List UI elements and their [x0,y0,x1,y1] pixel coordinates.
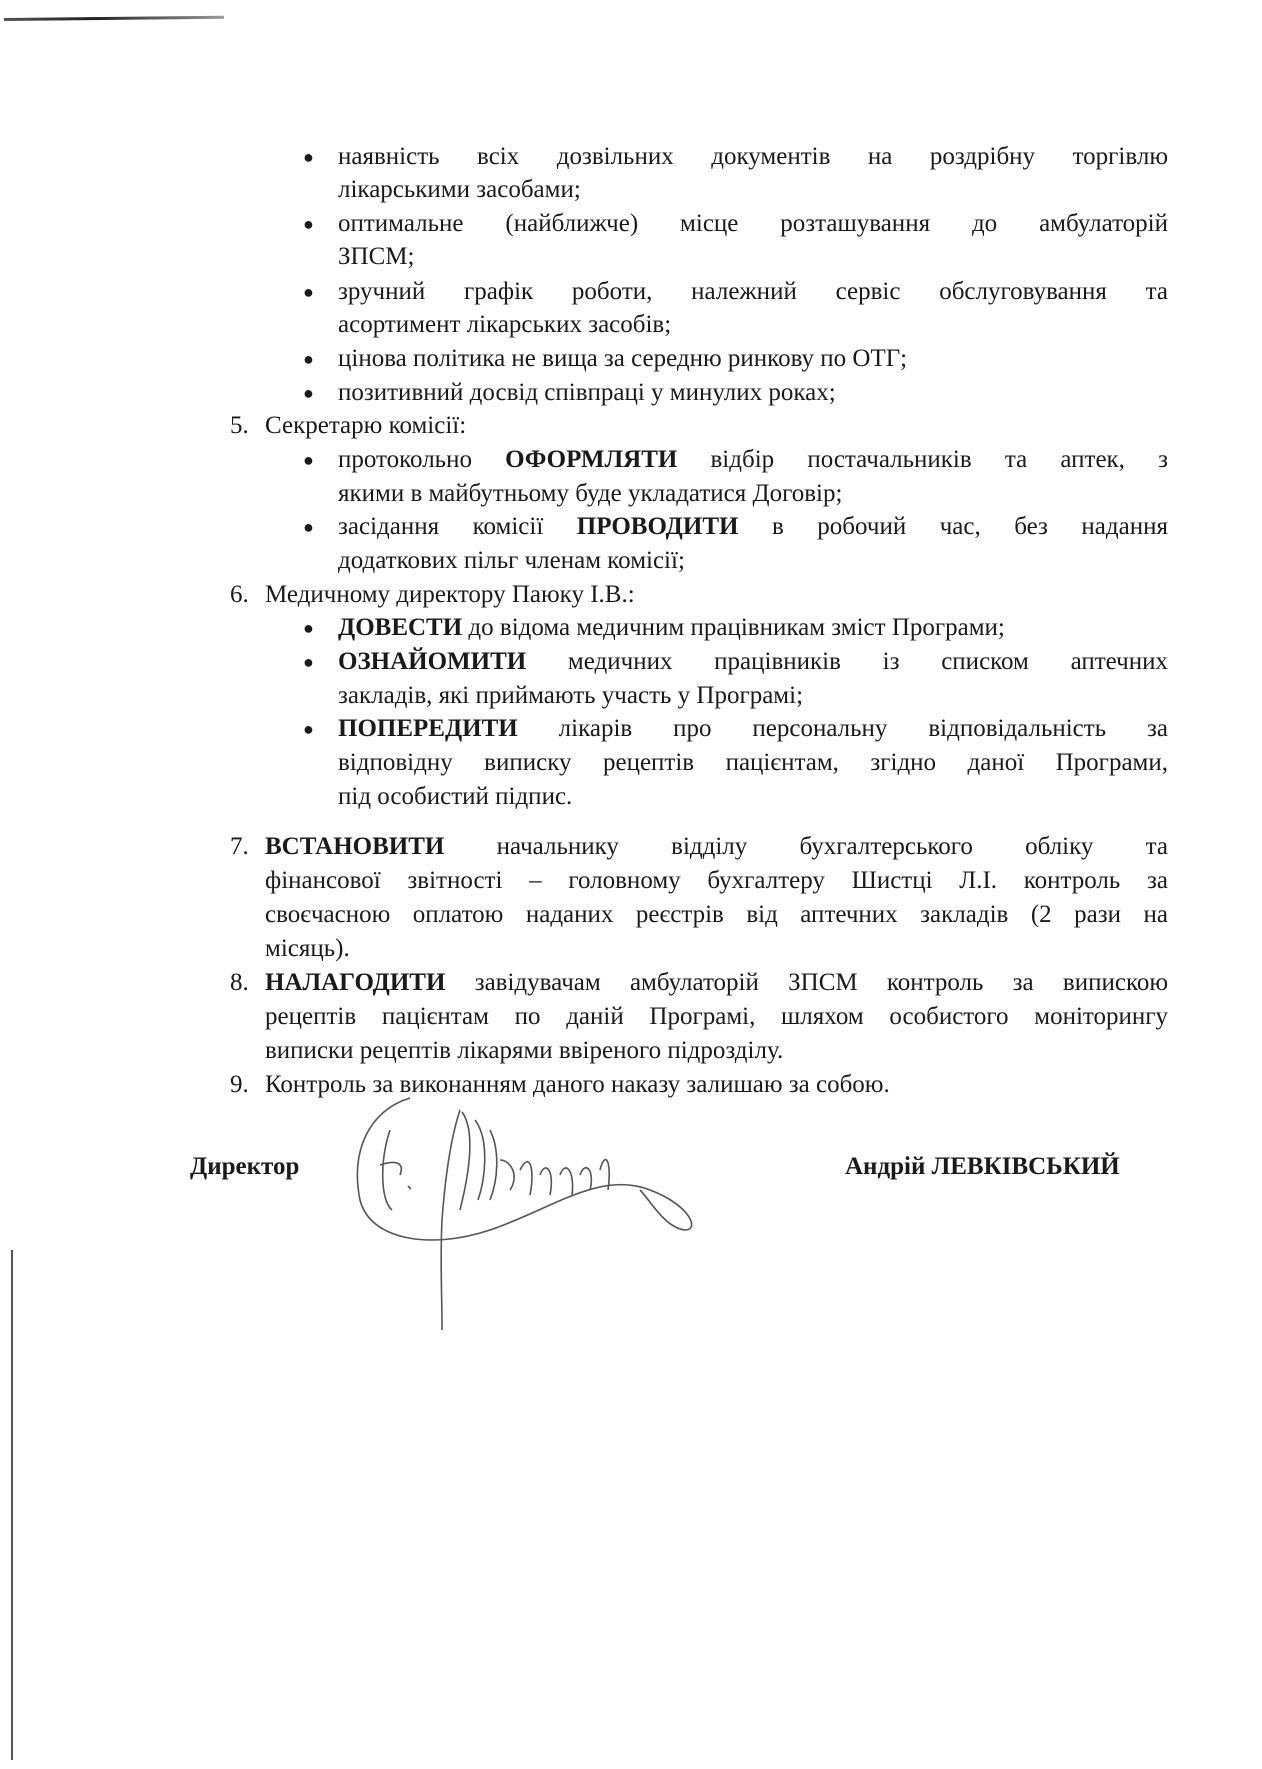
list-item-line: додаткових пільг членам комісії; [338,547,685,574]
list-item-line: під особистий підпис. [338,783,573,810]
list-item-line: цінова політика не вища за середню ринкову по ОТГ; [338,345,908,372]
bullet-icon: ● [303,147,314,167]
item-text: місяць). [265,935,350,962]
list-item-line: закладів, які приймають участь у Програмі; [338,682,804,709]
item-text: Контроль за виконанням даного наказу залишаю за собою. [265,1071,890,1098]
list-item-line: наявність всіх дозвільних документів на роздрібну торгівлю [338,143,1168,170]
list-item-line: зручний графік роботи, належний сервіс обслуговування та [338,278,1168,305]
bullet-icon: ● [303,383,314,403]
item-number: 7. [230,833,249,860]
list-item-line: якими в майбутньому буде укладатися Договір; [338,480,843,507]
signatory-name: Андрій ЛЕВКІВСЬКИЙ [845,1153,1120,1180]
item-text: Медичному директору Паюку І.В.: [265,581,635,608]
bullet-icon: ● [303,517,314,537]
list-item-line: ОЗНАЙОМИТИ медичних працівників із списком аптечних [338,648,1168,675]
bullet-icon: ● [303,652,314,672]
list-item-line: оптимальне (найближче) місце розташування до амбулаторій [338,210,1168,237]
list-item-line: лікарськими засобами; [338,176,581,203]
item-text: Секретарю комісії: [265,412,467,439]
list-item-line: ДОВЕСТИ до відома медичним працівникам зміст Програми; [338,614,1005,641]
bullet-icon: ● [303,618,314,638]
item-number: 8. [230,969,249,996]
item-number: 6. [230,581,249,608]
list-item-line: ЗПСМ; [338,243,415,270]
list-item-line: засідання комісії ПРОВОДИТИ в робочий час, без надання [338,513,1168,540]
item-text: рецептів пацієнтам по даній Програмі, шляхом особистого моніторингу [265,1003,1168,1030]
item-number: 9. [230,1071,249,1098]
list-item-line: протокольно ОФОРМЛЯТИ відбір постачальників та аптек, з [338,446,1168,473]
signatory-position: Директор [190,1153,300,1180]
item-text: своєчасною оплатою наданих реєстрів від аптечних закладів (2 рази на [265,901,1168,928]
list-item-line: позитивний досвід співпраці у минулих роках; [338,379,836,406]
bullet-icon: ● [303,214,314,234]
list-item-line: відповідну виписку рецептів пацієнтам, згідно даної Програми, [338,749,1168,776]
list-item-line: асортимент лікарських засобів; [338,311,672,338]
item-text: фінансової звітності – головному бухгалтеру Шистці Л.І. контроль за [265,867,1168,894]
list-item-line: ПОПЕРЕДИТИ лікарів про персональну відповідальність за [338,715,1168,742]
scan-artifact-top-line [4,16,224,21]
item-text: ВСТАНОВИТИ начальнику відділу бухгалтерського обліку та [265,833,1168,860]
item-text: НАЛАГОДИТИ завідувачам амбулаторій ЗПСМ контроль за випискою [265,969,1168,996]
bullet-icon: ● [303,719,314,739]
handwritten-signature [350,1090,730,1335]
bullet-icon: ● [303,349,314,369]
bullet-icon: ● [303,450,314,470]
item-number: 5. [230,412,249,439]
item-text: виписки рецептів лікарями ввіреного підрозділу. [265,1037,784,1064]
scan-artifact-left-line [11,1250,13,1760]
signature-icon [350,1090,730,1330]
bullet-icon: ● [303,282,314,302]
